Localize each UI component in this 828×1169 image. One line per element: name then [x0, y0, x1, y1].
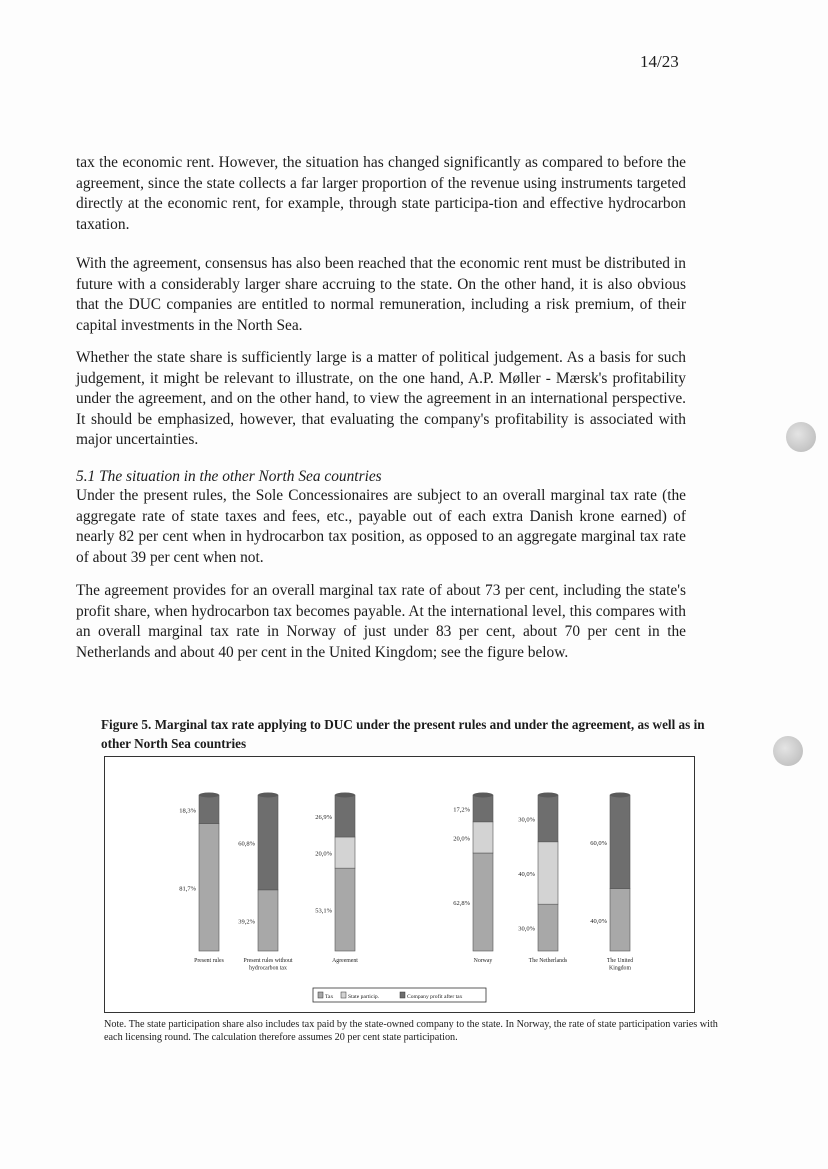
page-number: 14/23 [640, 52, 679, 71]
legend-swatch-3 [400, 992, 405, 998]
legend-swatch-1 [318, 992, 323, 998]
bar-3-company-profit-after-tax [335, 795, 355, 837]
bar-cap-5 [538, 793, 558, 798]
bar-1-company-profit-after-tax [199, 795, 219, 824]
data-label-4-2: 20,0% [453, 835, 470, 843]
data-label-3-3: 26,9% [315, 813, 332, 821]
category-label-2: Present rules without [243, 958, 293, 964]
data-label-5-1: 30,0% [518, 925, 535, 933]
punch-hole-top [786, 422, 816, 452]
bar-cap-1 [199, 793, 219, 798]
category-label-3: Agreement [332, 958, 358, 964]
bar-cap-4 [473, 793, 493, 798]
paragraph-4: Under the present rules, the Sole Concessionaires are subject to an overall marginal tax rate (the aggregate rate of state taxes and fees, etc., payable out of each extra Danish krone earned) of nearly 82 per cent when in hydrocarbon tax position, as opposed to an aggregate marginal tax rate of about 39 per cent when not. [76, 487, 686, 566]
bar-4-tax [473, 853, 493, 951]
data-label-4-3: 17,2% [453, 806, 470, 814]
paragraph-1: tax the economic rent. However, the situation has changed significantly as compared to before the agreement, since the state collects a far larger proportion of the revenue using instruments targeted directly at the economic rent, for example, through state participa-tion and effective hydrocarbon taxation. [76, 154, 686, 233]
legend-label-3: Company profit after tax [407, 994, 463, 1000]
legend-label-2: State particip. [348, 994, 380, 1000]
bar-1-tax [199, 824, 219, 951]
figure-chart-box [104, 756, 695, 1013]
data-label-5-3: 30,0% [518, 816, 535, 824]
category-label-1: Present rules [194, 958, 224, 964]
category-label-2-line2: hydrocarbon tax [249, 965, 287, 972]
bar-2-company-profit-after-tax [258, 795, 278, 890]
paragraph-2: With the agreement, consensus has also been reached that the economic rent must be distributed in future with a considerably larger share accruing to the state. On the other hand, it is also obvious that the DUC companies are entitled to normal remuneration, including a risk premium, of their capital investments in the North Sea. [76, 255, 686, 334]
bar-cap-3 [335, 793, 355, 798]
paragraph-5: The agreement provides for an overall marginal tax rate of about 73 per cent, including the state's profit share, when hydrocarbon tax becomes payable. At the international level, this compares with an overall marginal tax rate in Norway of just under 83 per cent, about 70 per cent in the Netherlands and about 40 per cent in the United Kingdom; see the figure below. [76, 582, 686, 661]
data-label-1-1: 81,7% [179, 885, 196, 893]
paragraph-3: Whether the state share is sufficiently large is a matter of political judgement. As a basis for such judgement, it might be relevant to illustrate, on the one hand, A.P. Møller - Mærsk's profitability under the agreement, and on the other hand, to view the agreement in an international perspective. It should be emphasized, however, that evaluating the company's profitability is associated with major uncertainties. [76, 349, 686, 449]
category-label-5: The Netherlands [528, 958, 568, 964]
section-heading: 5.1 The situation in the other North Sea countries [76, 468, 382, 485]
data-label-2-1: 39,2% [238, 918, 255, 926]
data-label-6-3: 60,0% [590, 839, 607, 847]
legend-swatch-2 [341, 992, 346, 998]
data-label-1-3: 18,3% [179, 807, 196, 815]
data-label-4-1: 62,8% [453, 900, 470, 908]
stacked-bar-chart [105, 757, 694, 1012]
bar-cap-2 [258, 793, 278, 798]
bar-5-tax [538, 904, 558, 951]
category-label-6: The United [606, 958, 634, 964]
bar-cap-6 [610, 793, 630, 798]
data-label-3-2: 20,0% [315, 850, 332, 858]
data-label-6-1: 40,0% [590, 917, 607, 925]
bar-3-state-particip [335, 837, 355, 868]
figure-note: Note. The state participation share also includes tax paid by the state-owned company to the state. In Norway, the rate of state participation varies with each licensing round. The calculation therefore assumes 20 per cent state participation. [104, 1019, 718, 1043]
bar-3-tax [335, 868, 355, 951]
legend-label-1: Tax [325, 994, 334, 1000]
punch-hole-bottom [773, 736, 803, 766]
bar-6-tax [610, 889, 630, 951]
data-label-2-3: 60,8% [238, 840, 255, 848]
data-label-5-2: 40,0% [518, 871, 535, 878]
bar-4-state-particip [473, 822, 493, 853]
bar-5-state-particip [538, 842, 558, 904]
bar-2-tax [258, 890, 278, 951]
bar-5-company-profit-after-tax [538, 795, 558, 842]
category-label-4: Norway [473, 958, 493, 964]
data-label-3-1: 53,1% [315, 907, 332, 915]
bar-6-company-profit-after-tax [610, 795, 630, 889]
figure-caption: Figure 5. Marginal tax rate applying to DUC under the present rules and under the agreement, as well as in other North Sea countries [101, 717, 705, 751]
bar-4-company-profit-after-tax [473, 795, 493, 822]
category-label-6-line2: Kingdom [609, 965, 631, 972]
